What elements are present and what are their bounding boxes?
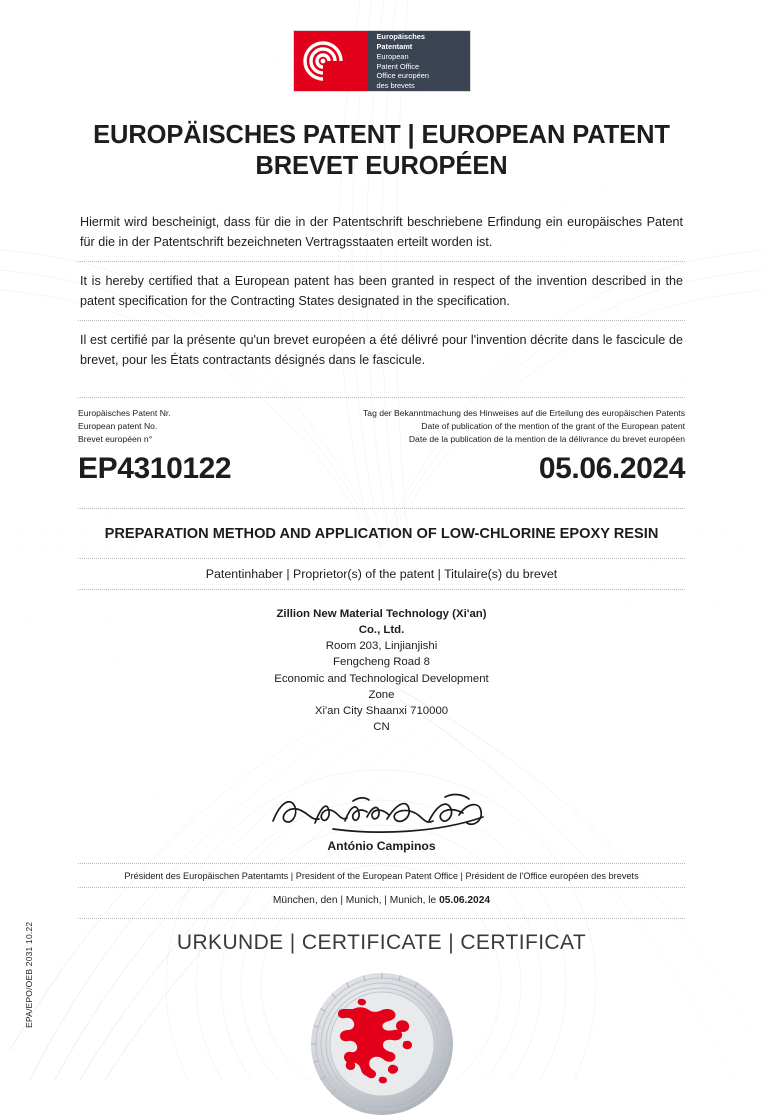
field-values [78, 452, 685, 486]
signature-icon [267, 791, 497, 837]
logo-line-6: des brevets [376, 81, 415, 91]
logo-line-2: Patentamt [376, 41, 413, 51]
logo-line-1: Europäisches [376, 32, 425, 42]
publication-date-value: 05.06.2024 [538, 451, 685, 485]
invention-title: PREPARATION METHOD AND APPLICATION OF LOW-CHLORINE EPOXY RESIN [78, 508, 685, 544]
logo-line-5: Office européen [376, 71, 429, 81]
proprietor-address-line-6: CN [373, 721, 390, 734]
europe-map-seal-icon [307, 969, 457, 1119]
certificate-footer-title: URKUNDE | CERTIFICATE | CERTIFICAT [78, 918, 685, 955]
patent-number-labels [78, 407, 171, 446]
certification-text-en: It is hereby certified that a European patent has been granted in respect of the invention described in the patent specification for the Contracting States designated in the specification. [78, 261, 685, 320]
epo-logo-text [368, 31, 470, 91]
publication-date-labels [363, 407, 685, 446]
proprietor-label: Patentinhaber | Proprietor(s) of the patent | Titulaire(s) du brevet [78, 558, 685, 590]
signatory-name: António Campinos [327, 839, 436, 854]
proprietor-name-line-1: Zillion New Material Technology (Xi'an) [276, 607, 487, 620]
proprietor-address-line-4: Zone [368, 688, 395, 701]
field-labels [78, 397, 685, 446]
seal-wrapper [78, 969, 685, 1119]
proprietor-block [78, 606, 685, 736]
signatory-role: Président des Europäischen Patentamts | President of the European Patent Office | Président de l'Office européen des brevets [78, 863, 685, 881]
proprietor-name-line-2: Co., Ltd. [358, 624, 405, 637]
publication-date-label-de: Tag der Bekanntmachung des Hinweises auf die Erteilung des europäischen Patents [363, 408, 685, 419]
patent-number-label-en: European patent No. [78, 421, 158, 432]
patent-number-value: EP4310122 [78, 451, 232, 485]
publication-date-label-en: Date of publication of the mention of the grant of the European patent [421, 421, 685, 432]
title-line-2: BREVET EUROPÉEN [255, 151, 508, 180]
signature-place: München, den | Munich, | Munich, le [272, 895, 437, 907]
patent-number-label-de: Europäisches Patent Nr. [78, 408, 171, 419]
title-line-1: EUROPÄISCHES PATENT | EUROPEAN PATENT [93, 121, 670, 149]
proprietor-address-line-3: Economic and Technological Development [274, 672, 489, 685]
patent-number-label-fr: Brevet européen n° [78, 434, 153, 445]
certification-text-de: Hiermit wird bescheinigt, dass für die in der Patentschrift beschriebene Erfindung ein europäisches Patent für die in der Patentschrift bezeichneten Vertragsstaaten erteilt worden ist. [80, 215, 683, 249]
epo-swirl-icon [294, 31, 368, 91]
form-code: EPA/EPO/OEB 2031 10.22 [24, 921, 34, 1028]
page-title [78, 120, 685, 181]
signature-date: 05.06.2024 [439, 895, 491, 907]
certification-text-fr: Il est certifié par la présente qu'un brevet européen a été délivré pour l'invention décrite dans le fascicule de brevet, pour les États contractants désignés dans le fascicule. [78, 320, 685, 379]
epo-logo-mark-icon [294, 31, 368, 91]
logo-row [78, 0, 685, 92]
epo-logo [293, 30, 471, 92]
proprietor-address-line-1: Room 203, Linjianjishi [325, 640, 438, 653]
publication-date-label-fr: Date de la publication de la mention de la délivrance du brevet européen [408, 434, 685, 445]
signature-area [78, 791, 685, 906]
signature-place-date [78, 887, 685, 906]
logo-line-4: Patent Office [376, 61, 420, 71]
proprietor-address-line-2: Fengcheng Road 8 [333, 656, 430, 669]
proprietor-address-line-5: Xi'an City Shaanxi 710000 [314, 705, 449, 718]
logo-line-3: European [376, 51, 409, 61]
